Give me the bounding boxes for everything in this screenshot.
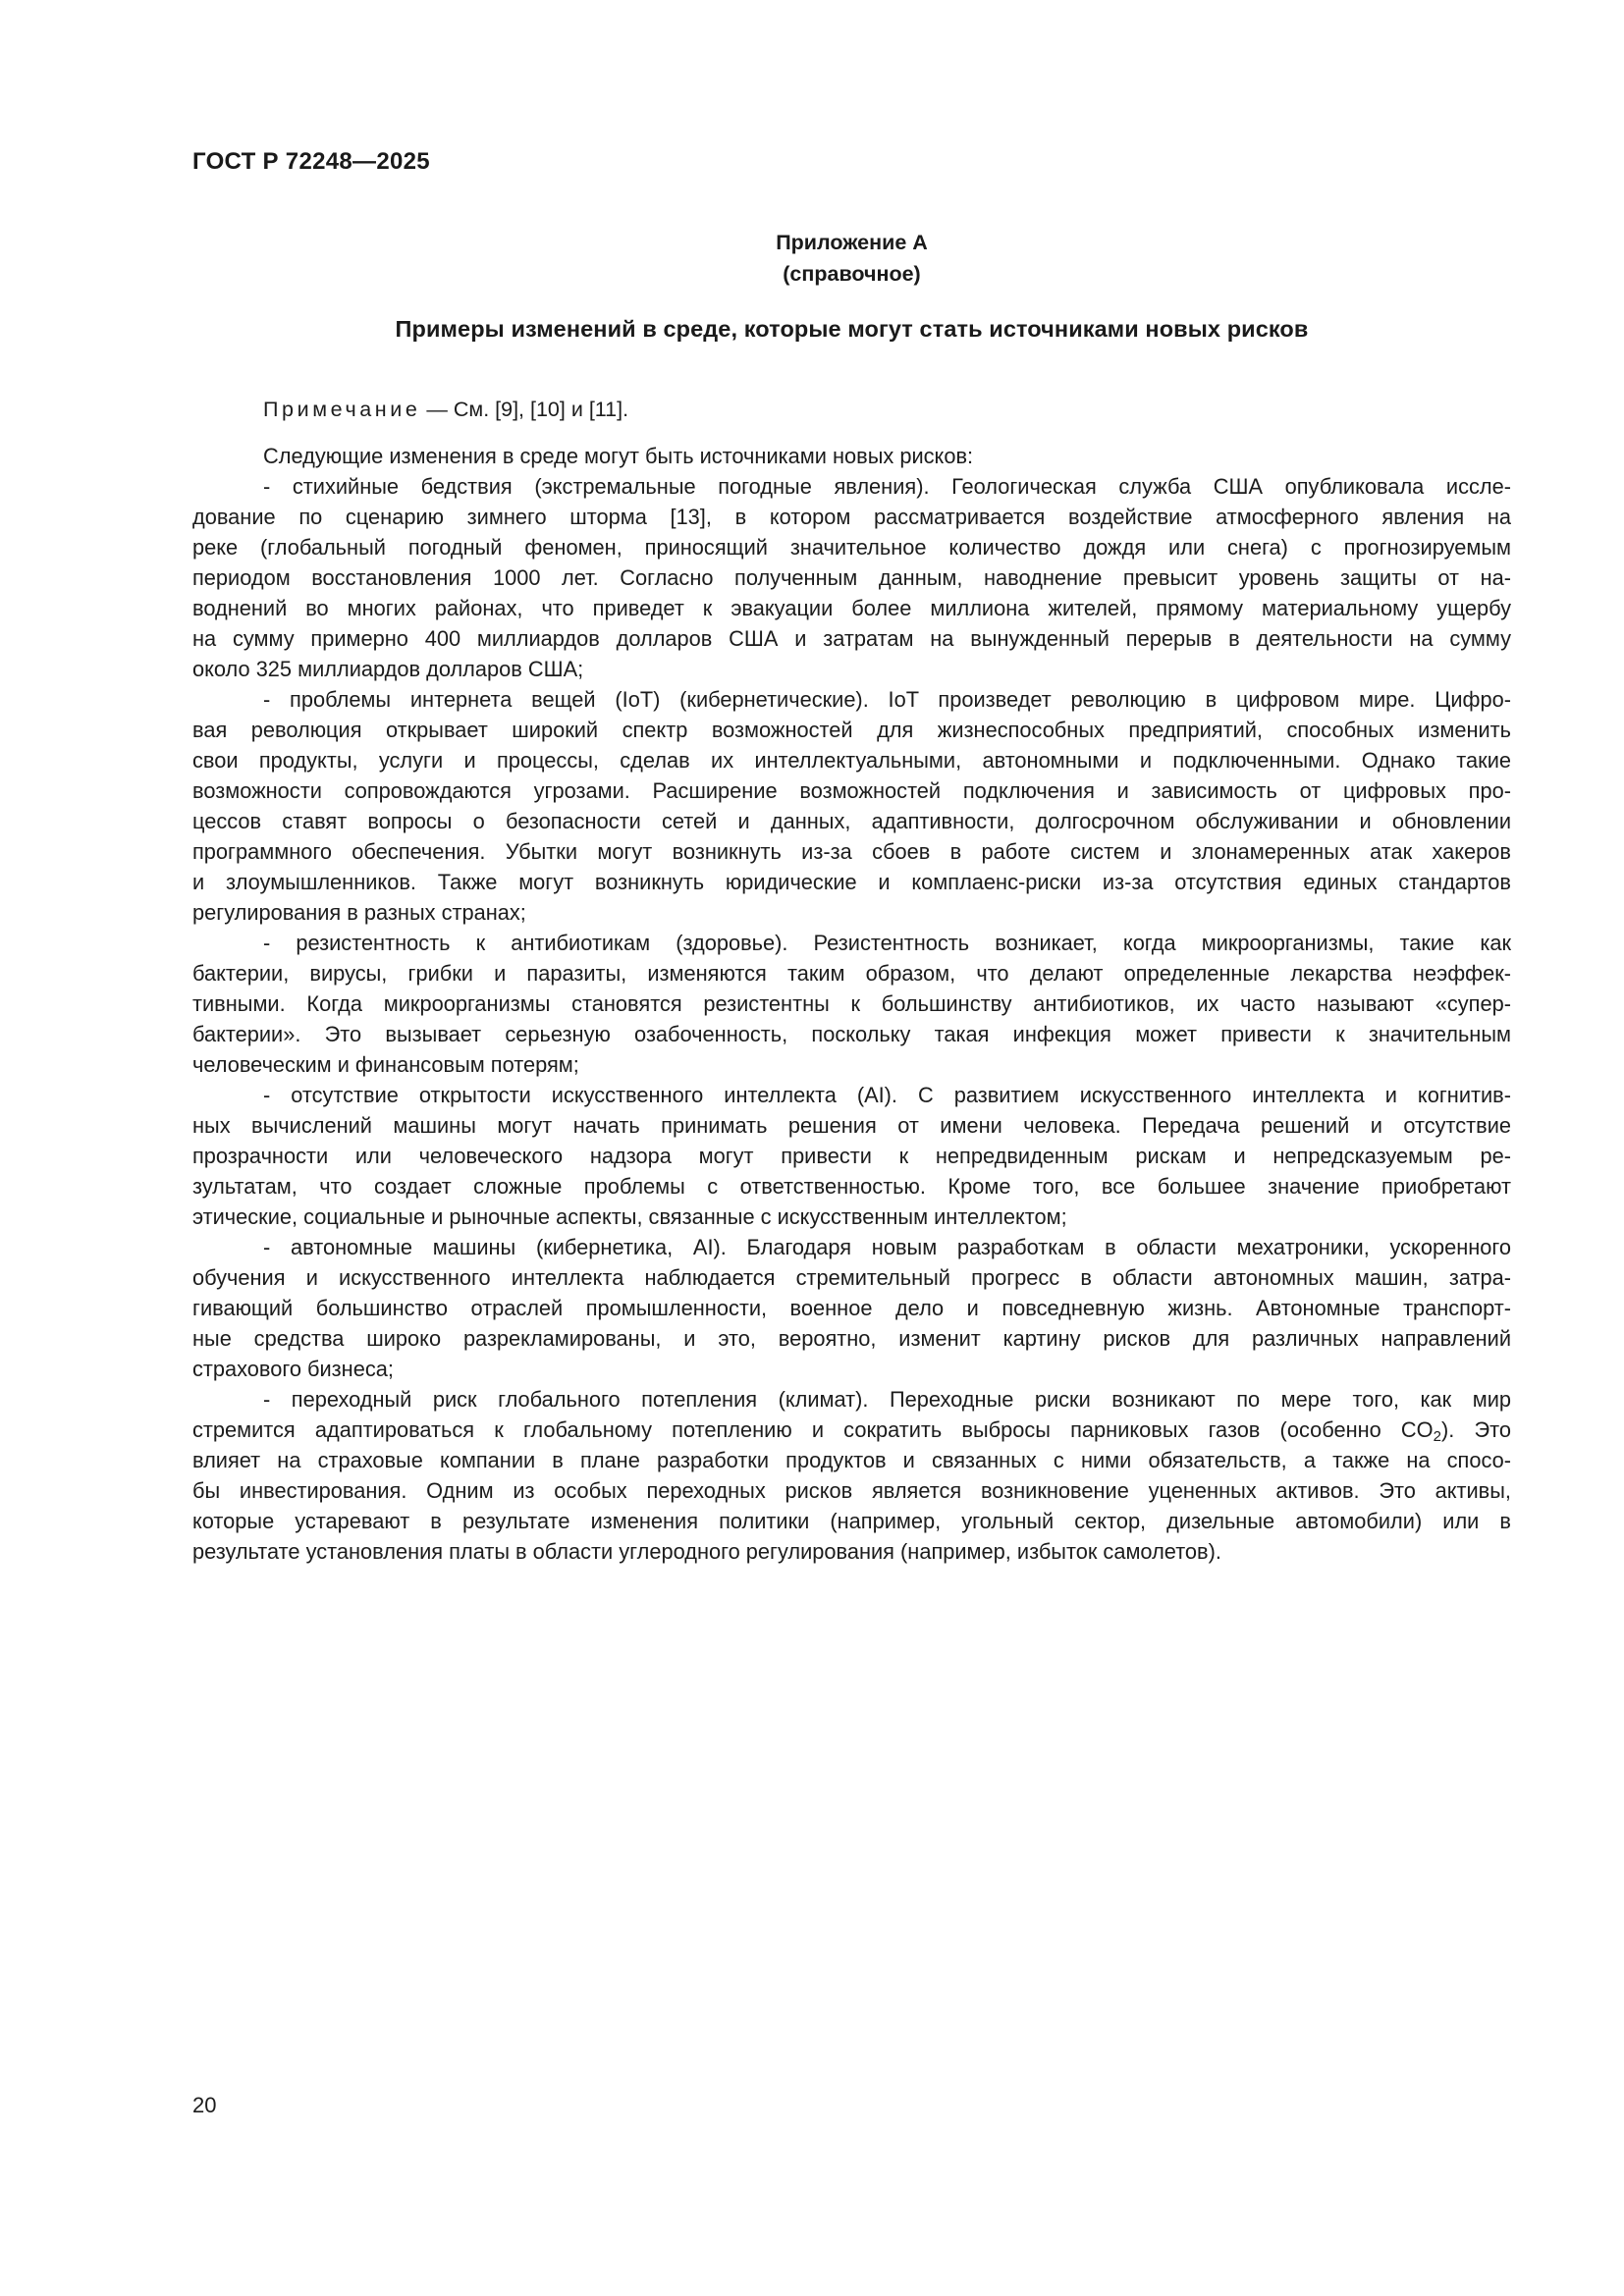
antibiotics-line: человеческим и финансовым потерям; xyxy=(192,1052,579,1077)
note xyxy=(263,398,628,422)
natural-disasters-line: около 325 миллиардов долларов США; xyxy=(192,657,584,681)
antibiotics-line: - резистентность к антибиотикам (здоровье). Резистентность возникает, когда микроорганизмы, такие как xyxy=(263,931,1511,955)
autonomous-machines-line: гивающий большинство отраслей промышленности, военное дело и повседневную жизнь. Автономные транспорт- xyxy=(192,1296,1511,1320)
body-text xyxy=(192,441,1511,1567)
intro-paragraph: Следующие изменения в среде могут быть источниками новых рисков: xyxy=(263,444,974,468)
climate-text: стремится адаптироваться к глобальному потеплению и сократить выбросы парниковых газов (особенно CO xyxy=(192,1417,1434,1442)
antibiotics-line: бактерии, вирусы, грибки и паразиты, изменяются таким образом, что делают определенные лекарства неэффек- xyxy=(192,961,1511,986)
autonomous-machines-line: - автономные машины (кибернетика, AI). Благодаря новым разработкам в области мехатроники, ускоренного xyxy=(263,1235,1511,1259)
iot-line: и злоумышленников. Также могут возникнуть юридические и комплаенс-риски из-за отсутствия единых стандартов xyxy=(192,870,1511,894)
annex-title: Примеры изменений в среде, которые могут стать источниками новых рисков xyxy=(395,316,1309,342)
natural-disasters-line: на сумму примерно 400 миллиардов долларов США и затратам на вынужденный перерыв в деятельности на сумму xyxy=(192,626,1511,651)
page-number: 20 xyxy=(192,2093,217,2117)
iot-line: цессов ставят вопросы о безопасности сетей и данных, адаптивности, долгосрочном обслуживании и обновлении xyxy=(192,809,1511,833)
iot-line: - проблемы интернета вещей (IoT) (кибернетические). IoT произведет революцию в цифровом мире. Цифро- xyxy=(263,687,1511,712)
iot-line: регулирования в разных странах; xyxy=(192,900,526,925)
iot-line: свои продукты, услуги и процессы, сделав их интеллектуальными, автономными и подключенными. Однако такие xyxy=(192,748,1511,773)
ai-openness-line: зультатам, что создает сложные проблемы с ответственностью. Кроме того, все большее значение приобретают xyxy=(192,1174,1511,1199)
climate-line xyxy=(192,1415,1511,1445)
annex-heading xyxy=(192,227,1511,290)
climate-line: влияет на страховые компании в плане разработки продуктов и связанных с ними обязательств, а также на спосо- xyxy=(192,1448,1511,1472)
autonomous-machines-line: обучения и искусственного интеллекта наблюдается стремительный прогресс в области автономных машин, затра- xyxy=(192,1265,1511,1290)
climate-line: - переходный риск глобального потепления (климат). Переходные риски возникают по мере того, как мир xyxy=(263,1387,1511,1412)
autonomous-machines-line: страхового бизнеса; xyxy=(192,1357,394,1381)
ai-openness-line: прозрачности или человеческого надзора могут привести к непредвиденным рискам и непредсказуемым ре- xyxy=(192,1144,1511,1168)
climate-text: ). Это xyxy=(1440,1417,1511,1442)
natural-disasters-line: воднений во многих районах, что приведет к эвакуации более миллиона жителей, прямому материальному ущербу xyxy=(192,596,1511,620)
climate-line: результате установления платы в области углеродного регулирования (например, избыток самолетов). xyxy=(192,1539,1221,1564)
ai-openness-line: ных вычислений машины могут начать принимать решения от имени человека. Передача решений и отсутствие xyxy=(192,1113,1511,1138)
iot-line: вая революция открывает широкий спектр возможностей для жизнеспособных предприятий, способных изменить xyxy=(192,718,1511,742)
climate-line: которые устаревают в результате изменения политики (например, угольный сектор, дизельные автомобили) или в xyxy=(192,1509,1511,1533)
standard-code-header: ГОСТ Р 72248—2025 xyxy=(192,148,430,175)
natural-disasters-line: - стихийные бедствия (экстремальные погодные явления). Геологическая служба США опубликовала иссле- xyxy=(263,474,1511,499)
note-label: Примечание xyxy=(263,398,421,421)
co2-subscript: 2 xyxy=(1433,1428,1441,1445)
climate-line: бы инвестирования. Одним из особых переходных рисков является возникновение уцененных активов. Это активы, xyxy=(192,1478,1511,1503)
ai-openness-line: - отсутствие открытости искусственного интеллекта (AI). С развитием искусственного интеллекта и когнитив- xyxy=(263,1083,1511,1107)
annex-label: Приложение А xyxy=(776,231,928,254)
antibiotics-line: тивными. Когда микроорганизмы становятся резистентны к большинству антибиотиков, их часто называют «супер- xyxy=(192,991,1511,1016)
antibiotics-line: бактерии». Это вызывает серьезную озабоченность, поскольку такая инфекция может привести к значительным xyxy=(192,1022,1511,1046)
natural-disasters-line: дование по сценарию зимнего шторма [13], в котором рассматривается воздействие атмосферного явления на xyxy=(192,505,1511,529)
ai-openness-line: этические, социальные и рыночные аспекты, связанные с искусственным интеллектом; xyxy=(192,1204,1067,1229)
note-text: — См. [9], [10] и [11]. xyxy=(420,398,629,421)
natural-disasters-line: периодом восстановления 1000 лет. Согласно полученным данным, наводнение превысит уровень защиты от на- xyxy=(192,565,1511,590)
autonomous-machines-line: ные средства широко разрекламированы, и это, вероятно, изменит картину рисков для различных направлений xyxy=(192,1326,1511,1351)
iot-line: возможности сопровождаются угрозами. Расширение возможностей подключения и зависимость от цифровых про- xyxy=(192,778,1511,803)
iot-line: программного обеспечения. Убытки могут возникнуть из-за сбоев в работе систем и злонамеренных атак хакеров xyxy=(192,839,1511,864)
natural-disasters-line: реке (глобальный погодный феномен, приносящий значительное количество дождя или снега) с прогнозируемым xyxy=(192,535,1511,560)
annex-type: (справочное) xyxy=(783,262,921,286)
